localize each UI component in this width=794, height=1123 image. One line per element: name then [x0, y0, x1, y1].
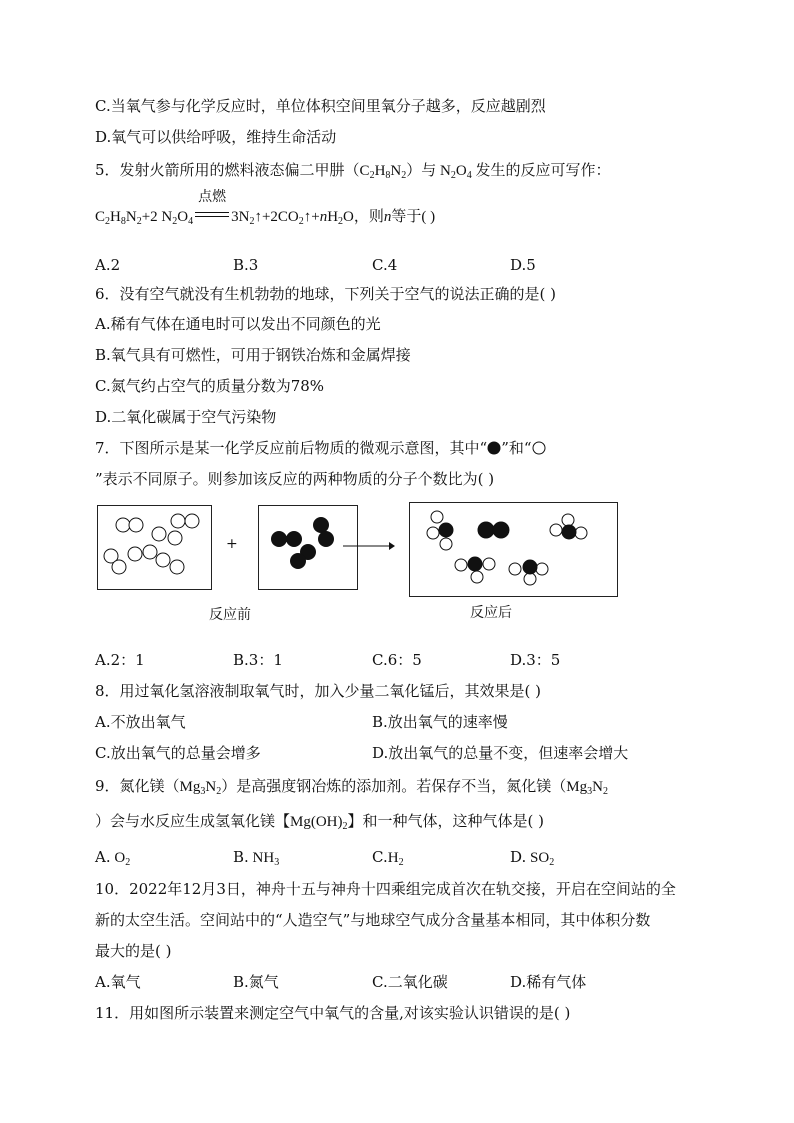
q9-option-a: A. $O_2$ [95, 848, 131, 868]
q9-stem-line2: ）会与水反应生成氢氧化镁【$Mg(OH)_2$】和一种气体，这种气体是( ) [95, 812, 544, 832]
q5-equation: $C_2H_8N_2+2$ $N_2O_4$ 点燃 $3N_2↑+2CO_2↑+nH_2O$，则n等于( ) [95, 190, 436, 227]
label-after: 反应后 [470, 605, 512, 621]
q4-option-d: D.氧气可以供给呼吸，维持生命活动 [95, 128, 337, 146]
q6-option-d: D.二氧化碳属于空气污染物 [95, 408, 277, 426]
q5-option-b: B.3 [233, 256, 259, 274]
q5-stem: 5．发射火箭所用的燃料液态偏二甲肼$(C_2H_8N_2)$与 $N_2O_4$ 发生的反应可写作： [95, 161, 611, 181]
q10-option-b: B.氮气 [233, 973, 279, 991]
plus-sign: + [226, 536, 238, 552]
q8-option-d: D.放出氧气的总量不变，但速率会增大 [372, 744, 629, 762]
q5-option-a: A.2 [95, 256, 121, 274]
q10-stem-line1: 10．2022年12月3日，神舟十五与神舟十四乘组完成首次在轨交接，开启在空间站的全 [95, 880, 676, 898]
q10-stem-line3: 最大的是( ) [95, 942, 172, 960]
formula-mgoh2: $Mg(OH)_2$ [290, 814, 348, 832]
q9-option-d: D. $SO_2$ [510, 848, 555, 868]
q8-option-b: B.放出氧气的速率慢 [372, 713, 508, 731]
q8-option-c: C.放出氧气的总量会增多 [95, 744, 261, 762]
q9-stem-line1: 9．氮化镁$(Mg_3N_2)$是高强度钢冶炼的添加剂。若保存不当，氮化镁（$Mg_3N_2$ [95, 777, 608, 797]
white-atom-icon [532, 441, 546, 455]
q9-option-c: $C.H_2$ [372, 848, 404, 868]
q6-stem: 6．没有空气就没有生机勃勃的地球，下列关于空气的说法正确的是( ) [95, 285, 557, 303]
q7-option-c: C.6：5 [372, 651, 422, 669]
q4-option-c: C.当氧气参与化学反应时，单位体积空间里氧分子越多，反应越剧烈 [95, 97, 546, 115]
q7-stem-line1: 7．下图所示是某一化学反应前后物质的微观示意图，其中“ ”和“ [95, 437, 546, 459]
q11-stem: 11．用如图所示装置来测定空气中氧气的含量,对该实验认识错误的是( ) [95, 1004, 571, 1022]
formula-c2h8n2: $C_2H_8N_2$ [359, 163, 407, 181]
q9-option-b: B. $NH_3$ [233, 848, 280, 868]
q6-option-c: C.氮气约占空气的质量分数为78% [95, 377, 325, 395]
q7-option-b: B.3：1 [233, 651, 283, 669]
q8-stem: 8．用过氧化氢溶液制取氧气时，加入少量二氧化锰后，其效果是( ) [95, 682, 542, 700]
arrow-icon [343, 540, 395, 552]
formula-n2o4: $N_2O_4$ [436, 163, 472, 181]
q10-option-d: D.稀有气体 [510, 973, 587, 991]
q7-option-a: A.2：1 [95, 651, 145, 669]
label-before: 反应前 [209, 607, 251, 623]
q6-option-a: A.稀有气体在通电时可以发出不同颜色的光 [95, 315, 381, 333]
q8-option-a: A.不放出氧气 [95, 713, 186, 731]
formula-mg3n2-b: $Mg_3N_2$ [566, 779, 608, 797]
q6-option-b: B.氧气具有可燃性，可用于钢铁冶炼和金属焊接 [95, 346, 411, 364]
q5-option-d: D.5 [510, 256, 536, 274]
black-atom-icon [487, 441, 501, 455]
equation-condition: 点燃 [193, 206, 231, 228]
q5-option-c: C.4 [372, 256, 398, 274]
q10-option-c: C.二氧化碳 [372, 973, 448, 991]
q7-stem-line2: ”表示不同原子。则参加该反应的两种物质的分子个数比为( ) [95, 470, 495, 488]
white-molecules [97, 505, 212, 590]
q10-option-a: A.氧气 [95, 973, 141, 991]
q10-stem-line2: 新的太空生活。空间站中的“人造空气”与地球空气成分含量基本相同，其中体积分数 [95, 911, 651, 929]
formula-mg3n2: $Mg_3N_2$ [179, 779, 222, 797]
product-molecules [409, 502, 618, 597]
q7-option-d: D.3：5 [510, 651, 561, 669]
